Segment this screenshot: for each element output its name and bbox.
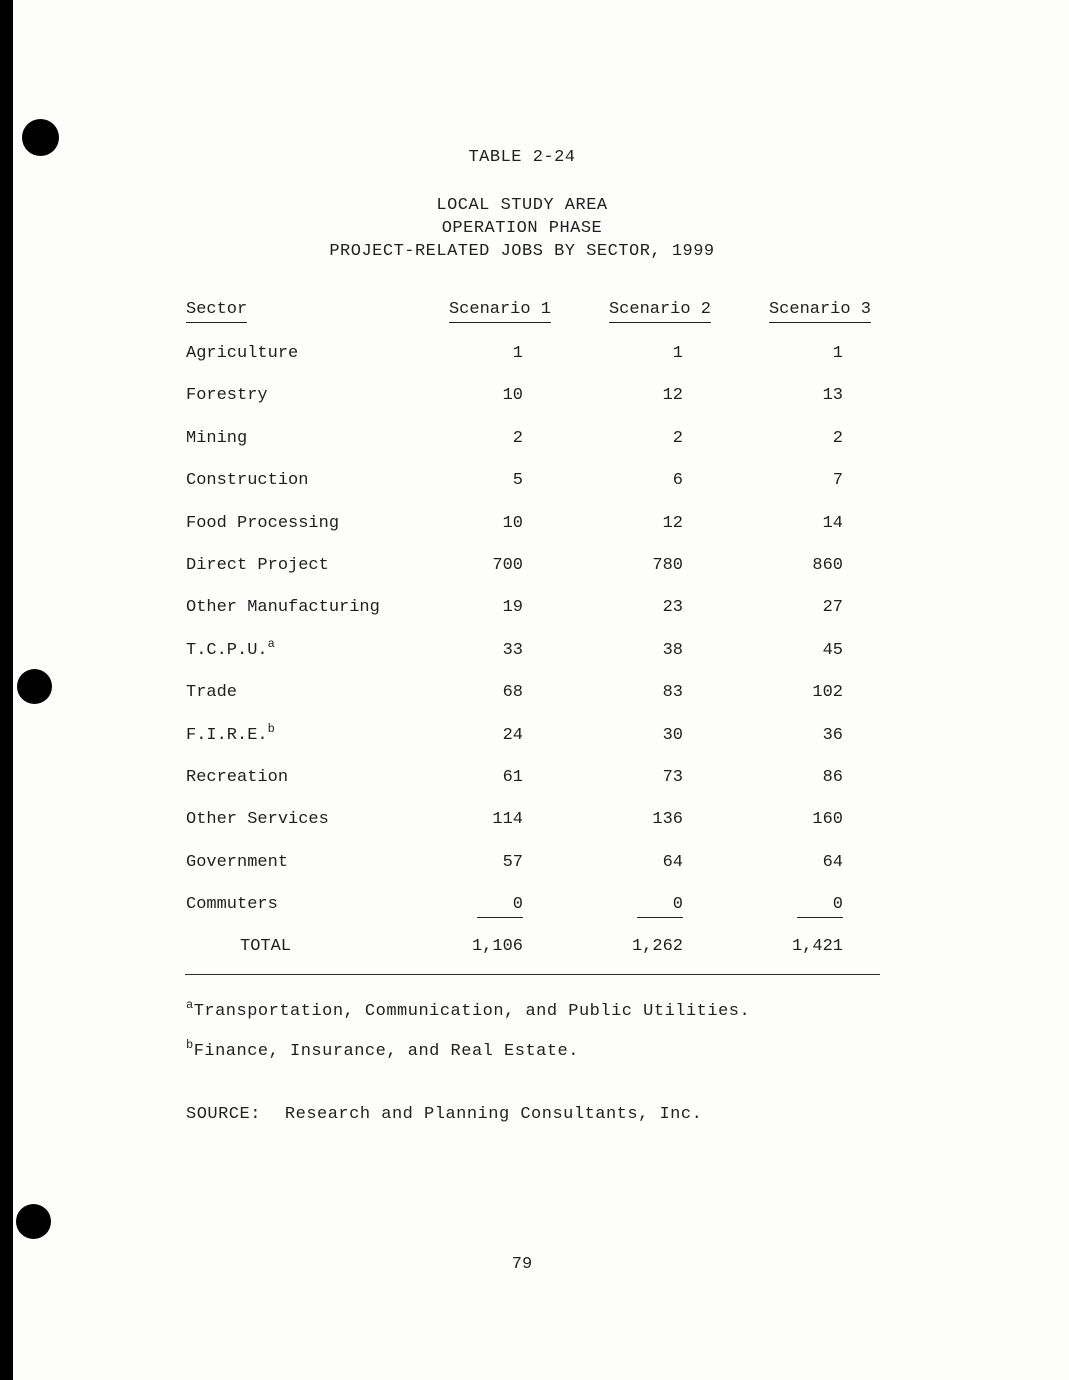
value-cell: 2	[672, 428, 683, 448]
value-cell: 45	[822, 640, 843, 660]
column-header-sector: Sector	[186, 300, 391, 344]
punch-hole	[17, 669, 52, 704]
value-cell: 38	[662, 640, 683, 660]
doc-title	[0, 194, 1044, 263]
jobs-table	[186, 300, 876, 980]
sector-label: Other Services	[186, 810, 329, 830]
value-cell: 5	[512, 471, 523, 491]
value-cell: 860	[812, 555, 843, 575]
value-cell: 12	[662, 513, 683, 533]
value-cell: 12	[662, 386, 683, 406]
value-cell: 23	[662, 598, 683, 618]
sector-label: Food Processing	[186, 513, 340, 533]
column-header-scenario-1: Scenario 1	[391, 300, 551, 344]
total-value: 1,262	[631, 937, 683, 957]
value-cell: 83	[662, 683, 683, 703]
doc-title-line: OPERATION PHASE	[441, 219, 603, 238]
value-cell: 6	[672, 471, 683, 491]
total-label: TOTAL	[240, 937, 292, 957]
footnote	[186, 998, 751, 1021]
value-cell: 13	[822, 386, 843, 406]
value-cell: 114	[492, 810, 523, 830]
value-cell: 64	[822, 852, 843, 872]
sector-label: F.I.R.E.$^b$	[186, 721, 275, 745]
value-cell: 73	[662, 767, 683, 787]
table-caption: TABLE 2-24	[468, 148, 576, 167]
value-cell: 1	[512, 344, 523, 363]
value-cell: 1	[672, 344, 683, 363]
sector-label: Recreation	[186, 767, 289, 787]
sector-label: Mining	[186, 428, 248, 448]
total-value: 1,106	[471, 937, 523, 957]
source-label: SOURCE:	[186, 1105, 261, 1124]
total-value: 1,421	[791, 937, 843, 957]
footnote-marker: a	[186, 998, 194, 1012]
source-line	[186, 1105, 702, 1124]
sector-label: Government	[186, 852, 289, 872]
value-cell: 57	[502, 852, 523, 872]
footnote-marker: a	[267, 636, 275, 651]
value-cell: 136	[652, 810, 683, 830]
value-cell: 61	[502, 767, 523, 787]
value-cell: 30	[662, 725, 683, 745]
sector-label: Agriculture	[186, 344, 299, 363]
value-cell: 1	[832, 344, 843, 363]
value-cell: 27	[822, 598, 843, 618]
value-cell: 64	[662, 852, 683, 872]
footnote-text: Finance, Insurance, and Real Estate.	[193, 1042, 579, 1061]
page-number: 79	[511, 1255, 533, 1274]
value-cell: 700	[492, 555, 523, 575]
value-cell: 14	[822, 513, 843, 533]
value-cell: 0	[711, 895, 871, 937]
sector-label: Other Manufacturing	[186, 598, 380, 618]
table-rule	[185, 974, 880, 975]
doc-title-line: PROJECT-RELATED JOBS BY SECTOR, 1999	[329, 242, 715, 261]
footnote-marker: b	[267, 721, 275, 736]
sector-label: Direct Project	[186, 555, 329, 575]
sector-label: Construction	[186, 471, 309, 491]
value-cell: 24	[502, 725, 523, 745]
doc-title-line: LOCAL STUDY AREA	[436, 196, 608, 215]
value-cell: 102	[812, 683, 843, 703]
value-cell: 10	[502, 386, 523, 406]
value-cell: 86	[822, 767, 843, 787]
value-cell: 33	[502, 640, 523, 660]
value-cell: 36	[822, 725, 843, 745]
value-cell: 68	[502, 683, 523, 703]
sector-label: Trade	[186, 683, 238, 703]
value-cell: 780	[652, 555, 683, 575]
column-header-scenario-2: Scenario 2	[551, 300, 711, 344]
footnote	[186, 1038, 579, 1061]
value-cell: 19	[502, 598, 523, 618]
source-text: Research and Planning Consultants, Inc.	[284, 1105, 703, 1124]
sector-label: Forestry	[186, 386, 268, 406]
punch-hole	[16, 1204, 51, 1239]
sector-label: T.C.P.U.$^a$	[186, 636, 275, 660]
value-cell: 0	[391, 895, 551, 937]
value-cell: 10	[502, 513, 523, 533]
value-cell: 2	[832, 428, 843, 448]
footnote-text: Transportation, Communication, and Public Utilities.	[193, 1002, 751, 1021]
value-cell: 160	[812, 810, 843, 830]
sector-label: Commuters	[186, 895, 278, 915]
footnote-marker: b	[186, 1038, 194, 1052]
value-cell: 7	[832, 471, 843, 491]
value-cell: 0	[551, 895, 711, 937]
value-cell: 2	[512, 428, 523, 448]
column-header-scenario-3: Scenario 3	[711, 300, 871, 344]
